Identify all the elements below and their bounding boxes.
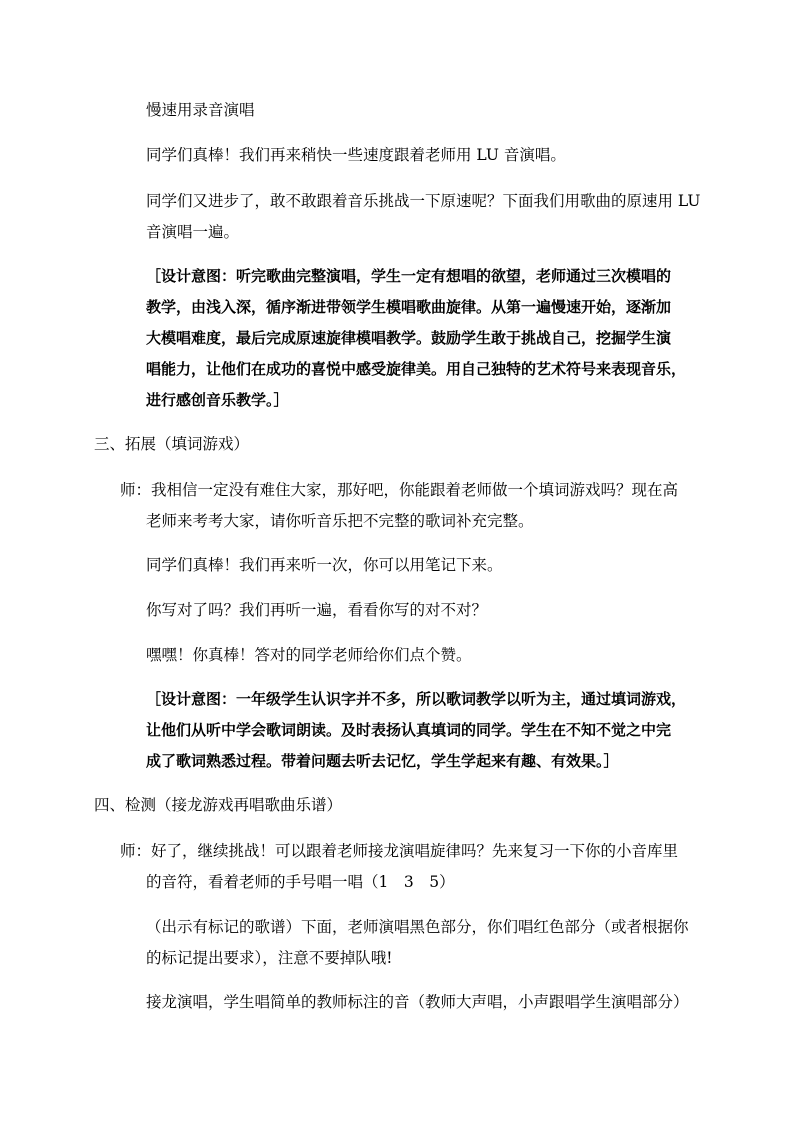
paragraph-original-speed-line2: 音演唱一遍。 <box>146 223 240 241</box>
design-intent-2-line1: ［设计意图：一年级学生认识字并不多，所以歌词教学以听为主，通过填词游戏， <box>146 690 687 708</box>
paragraph-score-line1: （出示有标记的歌谱）下面，老师演唱黑色部分，你们唱红色部分（或者根据你 <box>146 918 689 936</box>
paragraph-continue-line1: 师：好了，继续挑战！可以跟着老师接龙演唱旋律吗？先来复习一下你的小音库里 <box>120 842 679 860</box>
paragraph-slow-recording: 慢速用录音演唱 <box>146 101 255 119</box>
paragraph-praise: 嘿嘿！你真棒！答对的同学老师给你们点个赞。 <box>146 646 472 664</box>
design-intent-2-line3: 成了歌词熟悉过程。带着问题去听去记忆，学生学起来有趣、有效果。］ <box>146 752 619 770</box>
paragraph-fill-words-line1: 师：我相信一定没有难住大家，那好吧，你能跟着老师做一个填词游戏吗？现在高 <box>120 481 679 499</box>
design-intent-2-line2: 让他们从听中学会歌词朗读。及时表扬认真填词的同学。学生在不知不觉之中完 <box>146 721 672 739</box>
design-intent-1-line5: 进行感创音乐教学。］ <box>146 391 289 409</box>
design-intent-1-line3: 大模唱难度，最后完成原速旋律模唱教学。鼓励学生敢于挑战自己，挖掘学生演 <box>146 329 672 347</box>
paragraph-check-answer: 你写对了吗？我们再听一遍，看看你写的对不对？ <box>146 601 488 619</box>
section-heading-check: 四、检测（接龙游戏再唱歌曲乐谱） <box>94 796 343 814</box>
paragraph-score-line2: 的标记提出要求），注意不要掉队哦! <box>146 949 393 967</box>
paragraph-original-speed-line1: 同学们又进步了，敢不敢跟着音乐挑战一下原速呢？下面我们用歌曲的原速用 LU <box>146 192 701 210</box>
design-intent-1-line1: ［设计意图：听完歌曲完整演唱，学生一定有想唱的欲望，老师通过三次模唱的 <box>146 267 672 285</box>
design-intent-1-line2: 教学，由浅入深，循序渐进带领学生模唱歌曲旋律。从第一遍慢速开始，逐渐加 <box>146 298 672 316</box>
paragraph-listen-again: 同学们真棒！我们再来听一次，你可以用笔记下来。 <box>146 556 503 574</box>
paragraph-continue-line2: 的音符，看着老师的手号唱一唱（1 3 5） <box>146 873 455 891</box>
paragraph-relay-singing: 接龙演唱，学生唱简单的教师标注的音（教师大声唱，小声跟唱学生演唱部分） <box>146 993 689 1011</box>
paragraph-faster-lu: 同学们真棒！我们再来稍快一些速度跟着老师用 LU 音演唱。 <box>146 146 566 164</box>
paragraph-fill-words-line2: 老师来考考大家，请你听音乐把不完整的歌词补充完整。 <box>146 512 534 530</box>
design-intent-1-line4: 唱能力，让他们在成功的喜悦中感受旋律美。用自己独特的艺术符号来表现音乐， <box>146 360 687 378</box>
section-heading-expansion: 三、拓展（填词游戏） <box>94 435 250 453</box>
